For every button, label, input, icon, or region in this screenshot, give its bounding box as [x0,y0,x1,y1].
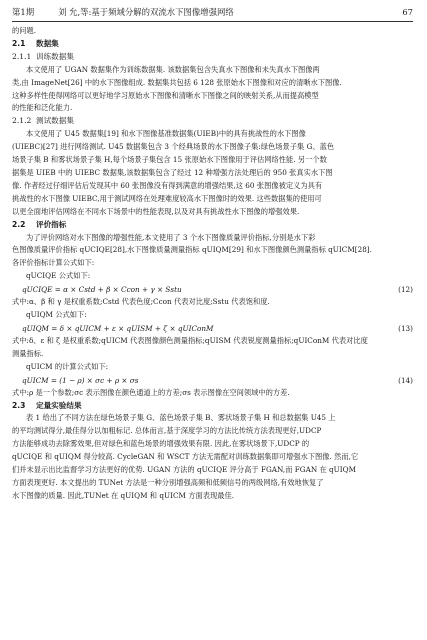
equation-number: (14) [398,375,413,385]
equation-description: 式中:α、β 和 γ 是权重系数;Cstd 代表色度;Ccon 代表对比度;Sstu 代表饱和度. [12,297,270,307]
text-line: 这种多样性使得网络可以更好地学习原始水下图像和清晰水下图像之间的映射关系,从而提高模型 [12,90,319,100]
section-number: 2.2 [12,219,26,229]
text-line: 为了评价网络对水下图像的增强性能,本文使用了 3 个水下图像质量评价指标,分别是水下彩 [26,232,316,242]
text-line: 以更全面地评估网络在不同水下场景中的性能表现,以及对具有挑战性水下图像的增强效果. [12,206,300,216]
paper-title: 基于频域分解的双流水下图像增强网络 [91,7,234,17]
section-title: 数据集 [36,38,59,48]
text-line: 的性能和泛化能力. [12,103,73,113]
section-heading [12,219,413,232]
text-line: 本文使用了 UGAN 数据集作为训练数据集. 该数据集包含失真水下图像和未失真水下图像两 [26,64,320,74]
formula-label: qUCIQE 公式如下: [26,271,91,281]
equation-number: (12) [398,285,413,295]
paragraph-metric [12,232,413,271]
running-header [12,6,413,22]
equation-description: 式中:ρ 是一个参数;σc 表示图像在颜色通道上的方差;σs 表示图像在空间领域中的方差. [12,387,290,397]
equation-description: 测量指标. [12,348,44,358]
text-line: 的问题. [12,26,37,35]
text-line: 本文使用了 U45 数据集[19] 和水下图像基准数据集(UIEB)中的具有挑战性的水下图像 [26,129,306,139]
text-line: qUCIQE 和 qUIQM 得分较高. CycleGAN 和 WSCT 方法无需配对训练数据集即可增强水下图像. 然而,它 [12,452,359,462]
equation-body: qUICM = (1 − ρ) × σc + ρ × σs [22,375,139,385]
section-title: 训练数据集 [36,51,74,61]
equation-13 [12,322,413,335]
issue-label: 第1期 [12,7,35,17]
section-number: 2.3 [12,400,26,410]
paragraph-result [12,412,413,502]
text-line: 类,由 ImageNet[26] 中的水下图像组成. 数据集共包括 6 128 张原始水下图像和对应的清晰水下图像. [12,77,342,87]
equation-12 [12,283,413,296]
section-number: 2.1 [12,38,26,48]
subsection-heading [12,115,413,128]
authors: 刘 允,等: [58,7,92,17]
equation-description: 式中:δ、ε 和 ζ 是权重系数;qUICM 代表图像颜色测量指标;qUISM 代表锐度测量指标;qUIConM 代表对比度 [12,335,368,345]
text-line: 方面表现更好. 本文提出的 TUNet 方法是一种分别增强高频和低频信号的两级网络,有效地恢复了 [12,478,324,487]
paragraph-test [12,128,413,218]
subsection-heading [12,51,413,64]
equation-body: qUCIQE = α × Cstd + β × Ccon + γ × Sstu [22,285,182,295]
text-line: 像. 作者经过仔细评估后发现其中 60 张图像没有得到满意的增强结果,这 60 张图像被定义为具有 [12,180,323,190]
formula-label: qUICM 的计算公式如下: [26,361,109,371]
section-number: 2.1.2 [12,116,32,126]
text-line: 挑战性的水下图像 UIEBC,用于测试网络在处理难度较高水下图像时的效果. 这些数据集的使用可 [12,193,322,203]
section-title: 评价指标 [36,219,67,229]
text-line: 方法能够成功去除雾效果,但对绿色和蓝色场景的增强效果有限. 因此,在雾状场景下,UDCP 的 [12,439,310,449]
section-heading [12,38,413,51]
section-number: 2.1.1 [12,51,32,61]
formula-label: qUIQM 公式如下: [26,310,87,320]
text-line: 表 1 给出了不同方法在绿色场景子集 G、蓝色场景子集 B、雾状场景子集 H 和总数据集 U45 上 [26,413,336,423]
text-line: 的平均测试得分,最佳得分以加粗标记. 总体而言,基于深度学习的方法比传统方法表现更好,UDCP [12,426,322,436]
equation-number: (13) [398,323,413,333]
text-line: 据集是 UIEB 中的 UIEBC 数据集,该数据集包含了经过 12 种增强方法处理后的 950 张真实水下图 [12,167,333,177]
paragraph-train [12,64,413,116]
text-line: 们并未显示出比监督学习方法更好的优势. UGAN 方法的 qUCIQE 评分高于 FGAN,而 FGAN 在 qUIQM [12,465,356,475]
page-number: 67 [402,7,413,17]
section-title: 测试数据集 [36,116,74,126]
text-line: 各评价指标计算公式如下: [12,258,95,268]
equation-14 [12,374,413,387]
equation-body: qUIQM = δ × qUICM + ε × qUISM + ζ × qUIConM [22,323,214,333]
running-title [58,6,234,18]
text-line: (UIEBC)[27] 进行网络测试. U45 数据集包含 3 个经典场景的水下图像子集:绿色场景子集 G、蓝色 [12,142,335,152]
section-heading [12,400,413,413]
text-line: 色图像质量评价指标 qUCIQE[28],水下图像质量测量指标 qUIQM[29] 和水下图像颜色测量指标 qUICM[28]. [12,245,372,255]
text-line: 水下图像的质量. 因此,TUNet 在 qUIQM 和 qUICM 方面表现最佳. [12,490,235,500]
section-title: 定量实验结果 [36,400,82,410]
text-line: 场景子集 B 和雾状场景子集 H,每个场景子集包含 15 张原始水下图像用于评估网络性能. 另一个数 [12,155,327,165]
